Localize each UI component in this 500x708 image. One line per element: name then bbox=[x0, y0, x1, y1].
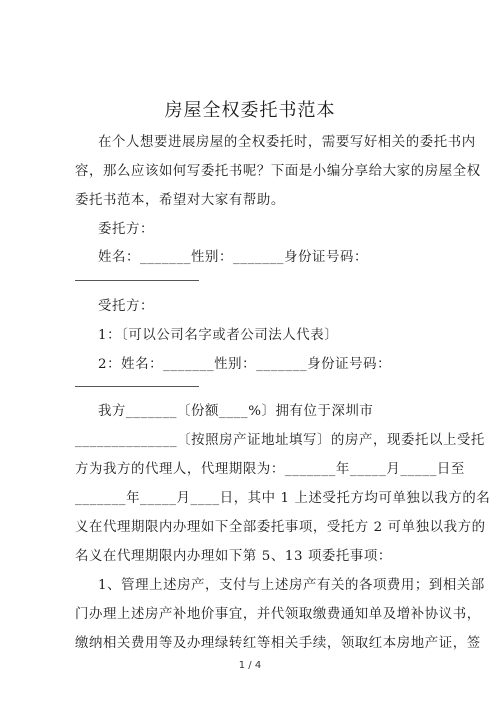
paragraph-line: 义在代理期限内办理如下全部委托事项，受托方 2 可单独以我方的 bbox=[75, 520, 486, 535]
page-number: 1 / 4 bbox=[238, 660, 262, 671]
agent-item-2: 2：姓名：_______性别：_______身份证号码： bbox=[98, 357, 392, 372]
paragraph-line: 我方_______〔份额____%〕拥有位于深圳市 bbox=[98, 404, 374, 419]
blank-rule bbox=[75, 386, 199, 387]
paragraph-line: 在个人想要进展房屋的全权委托时，需要写好相关的委托书内 bbox=[98, 135, 476, 150]
paragraph-line: 1、管理上述房产，支付与上述房产有关的各项费用；到相关部 bbox=[98, 578, 485, 593]
document-title: 房屋全权委托书范本 bbox=[164, 100, 336, 121]
paragraph-line: _______年_____月____日，其中 1 上述受托方均可单独以我方的名 bbox=[75, 491, 491, 506]
paragraph-line: 缴纳相关费用等及办理绿转红等相关手续，领取红本房地产证，签 bbox=[75, 636, 481, 651]
blank-rule bbox=[75, 280, 199, 281]
agent-item-1: 1：〔可以公司名字或者公司法人代表〕 bbox=[98, 328, 339, 343]
paragraph-line: 名义在代理期限内办理如下第 5、13 项委托事项： bbox=[75, 549, 392, 564]
client-info-line: 姓名：_______性别：_______身份证号码： bbox=[98, 250, 369, 265]
paragraph-line: 容，那么应该如何写委托书呢？下面是小编分享给大家的房屋全权 bbox=[75, 164, 481, 179]
client-heading: 委托方： bbox=[98, 222, 154, 237]
paragraph-line: 方为我方的代理人，代理期限为：_______年_____月_____日至 bbox=[75, 462, 465, 477]
agent-heading: 受托方： bbox=[98, 299, 154, 314]
paragraph-line: 门办理上述房产补地价事宜，并代领取缴费通知单及增补协议书， bbox=[75, 607, 481, 622]
paragraph-line: ______________〔按照房产证地址填写〕的房产，现委托以上受托 bbox=[75, 433, 485, 448]
paragraph-line: 委托书范本，希望对大家有帮助。 bbox=[75, 193, 285, 208]
